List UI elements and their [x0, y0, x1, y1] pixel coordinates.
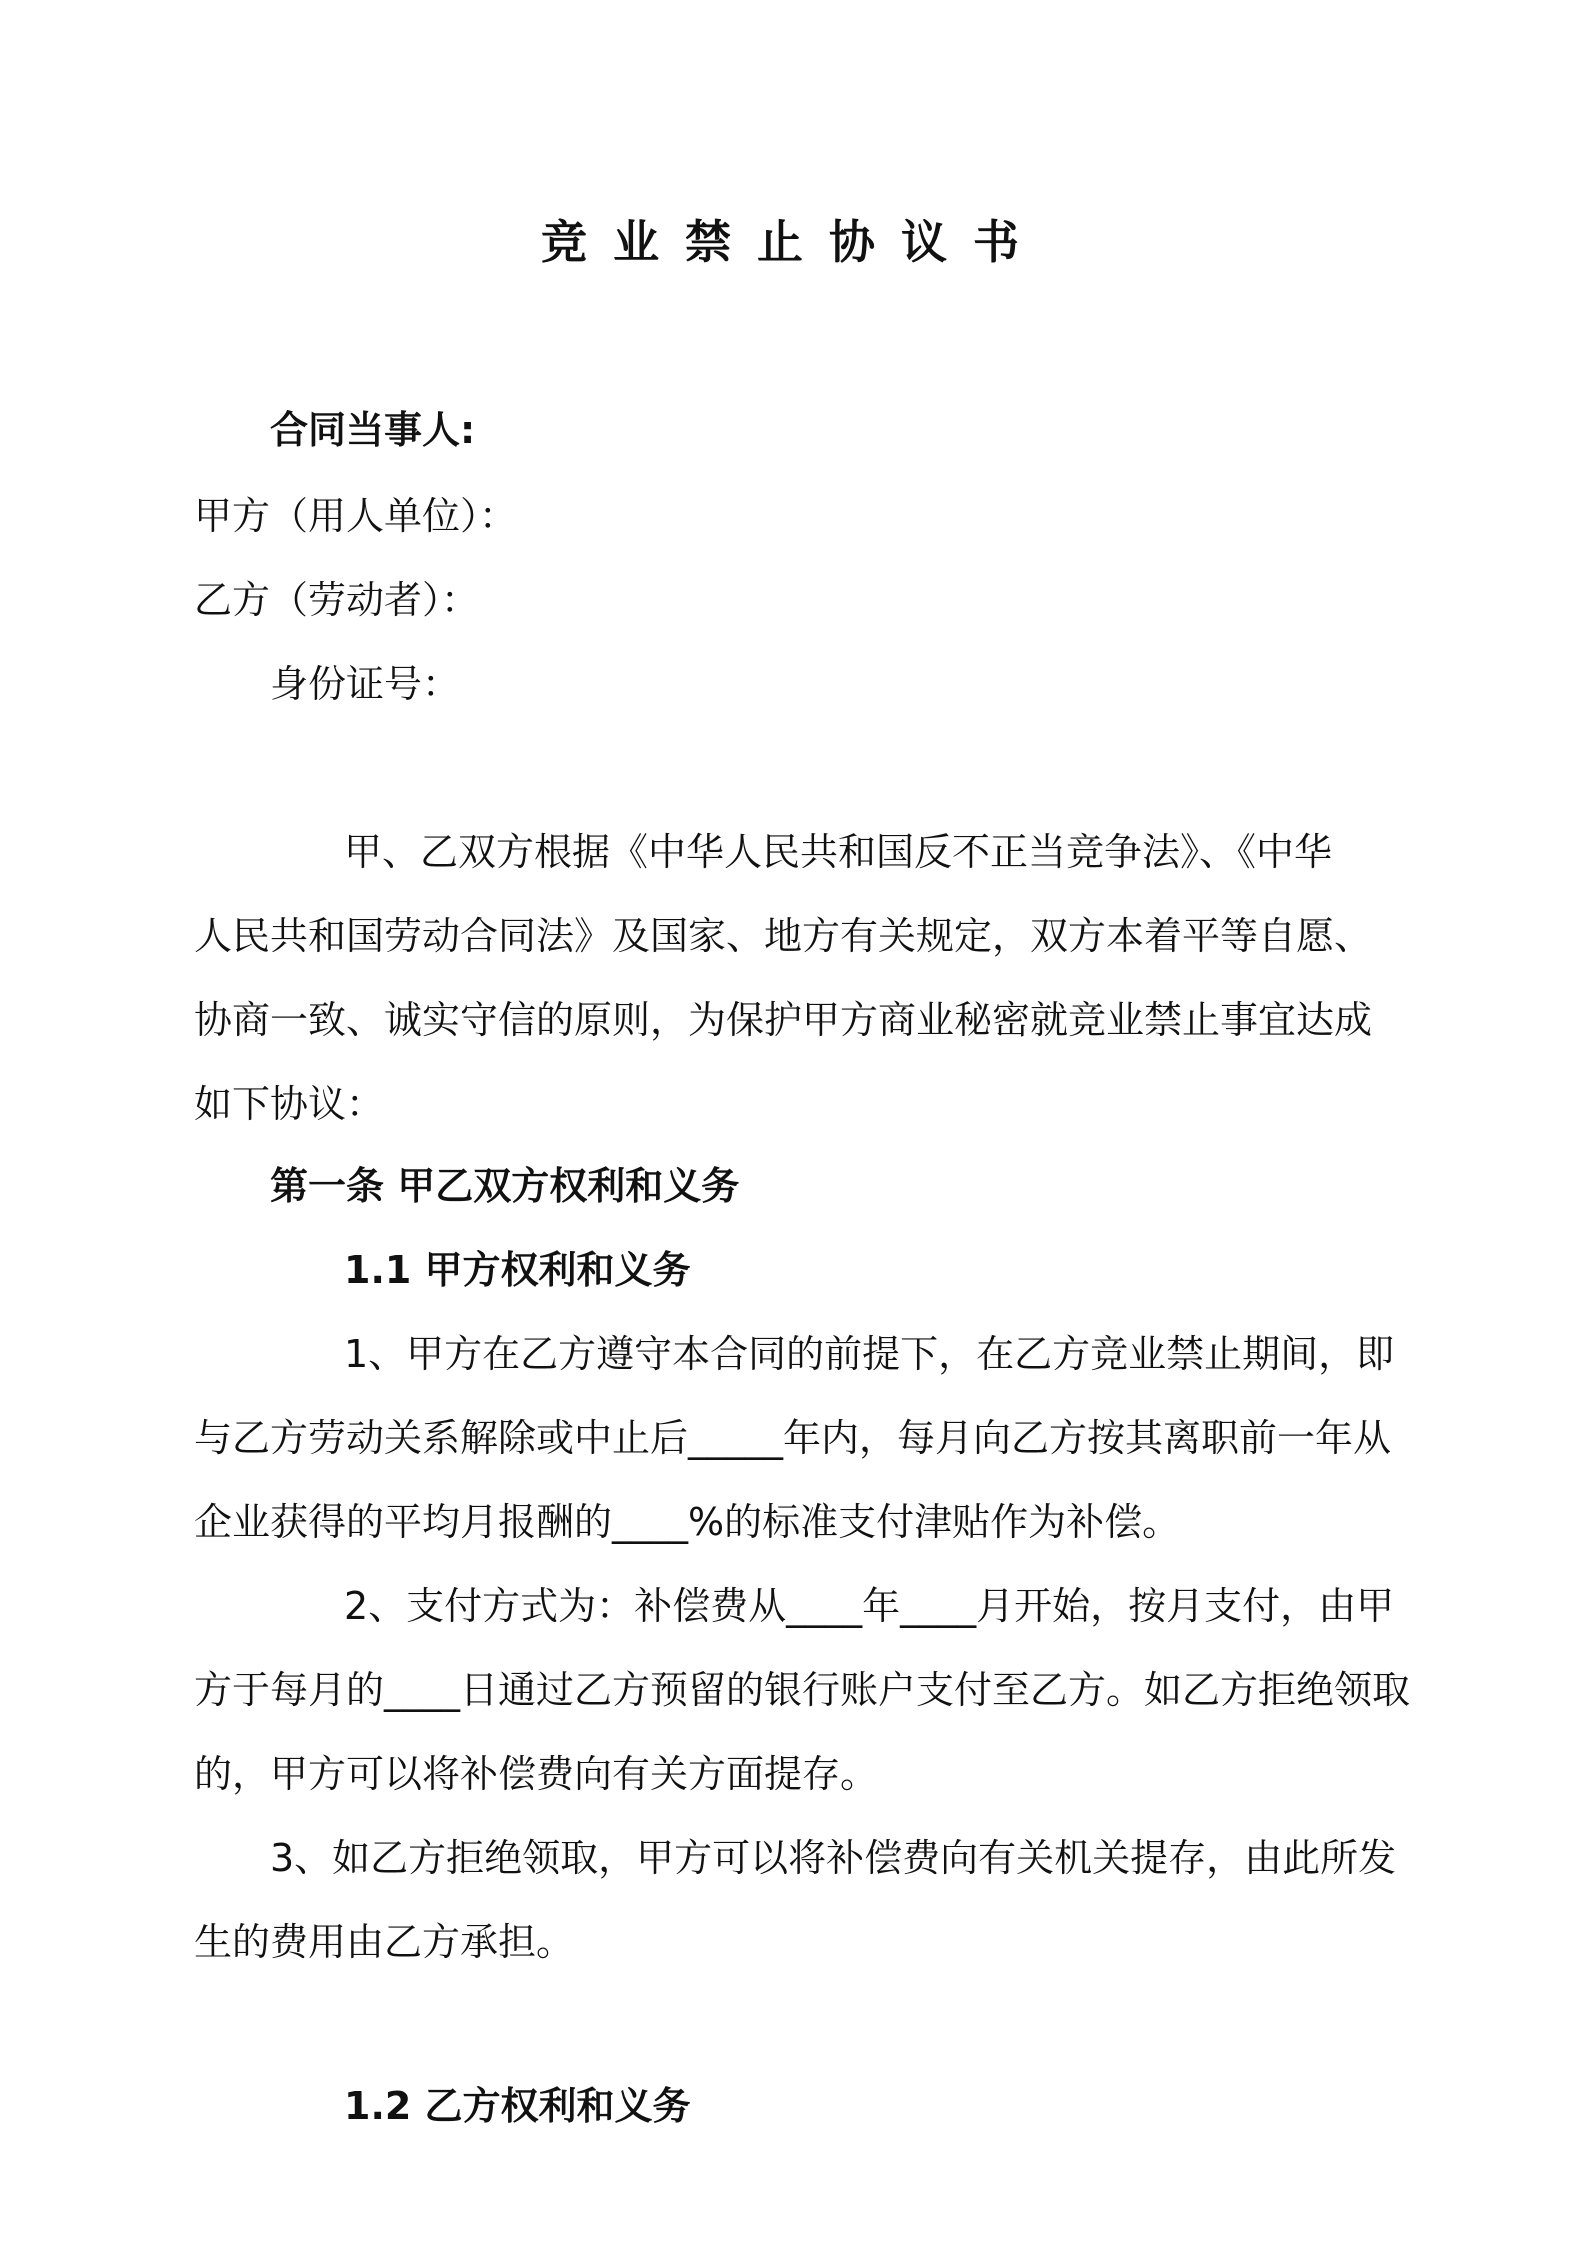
item-line: 与乙方劳动关系解除或中止后_____年内，每月向乙方按其离职前一年从 [194, 1416, 1392, 1460]
party-a-field: 甲方（用人单位）： [194, 494, 518, 538]
item-line: 企业获得的平均月报酬的____%的标准支付津贴作为补偿。 [194, 1500, 1181, 1544]
party-b-field: 乙方（劳动者）： [194, 578, 480, 622]
preamble-line: 如下协议： [194, 1082, 385, 1126]
item-line: 生的费用由乙方承担。 [194, 1920, 575, 1964]
preamble-line: 人民共和国劳动合同法》及国家、地方有关规定，双方本着平等自愿、 [194, 914, 1373, 958]
preamble-line: 协商一致、诚实守信的原则，为保护甲方商业秘密就竞业禁止事宜达成 [194, 998, 1373, 1042]
id-number-field: 身份证号： [270, 662, 461, 706]
item-line: 的，甲方可以将补偿费向有关方面提存。 [194, 1752, 879, 1796]
item-line: 3、如乙方拒绝领取，甲方可以将补偿费向有关机关提存，由此所发 [270, 1836, 1397, 1880]
item-line: 2、支付方式为：补偿费从____年____月开始，按月支付，由甲 [344, 1584, 1395, 1628]
section-1-1-heading: 1.1 甲方权利和义务 [344, 1248, 691, 1292]
parties-heading: 合同当事人: [270, 408, 476, 452]
item-line: 1、甲方在乙方遵守本合同的前提下，在乙方竞业禁止期间，即 [344, 1332, 1395, 1376]
document-title: 竞业禁止协议书 [541, 215, 1045, 269]
preamble-line: 甲、乙双方根据《中华人民共和国反不正当竞争法》、《中华 [344, 830, 1333, 874]
section-1-2-heading: 1.2 乙方权利和义务 [344, 2084, 691, 2128]
article-1-heading: 第一条 甲乙双方权利和义务 [270, 1164, 740, 1208]
item-line: 方于每月的____日通过乙方预留的银行账户支付至乙方。如乙方拒绝领取 [194, 1668, 1411, 1712]
